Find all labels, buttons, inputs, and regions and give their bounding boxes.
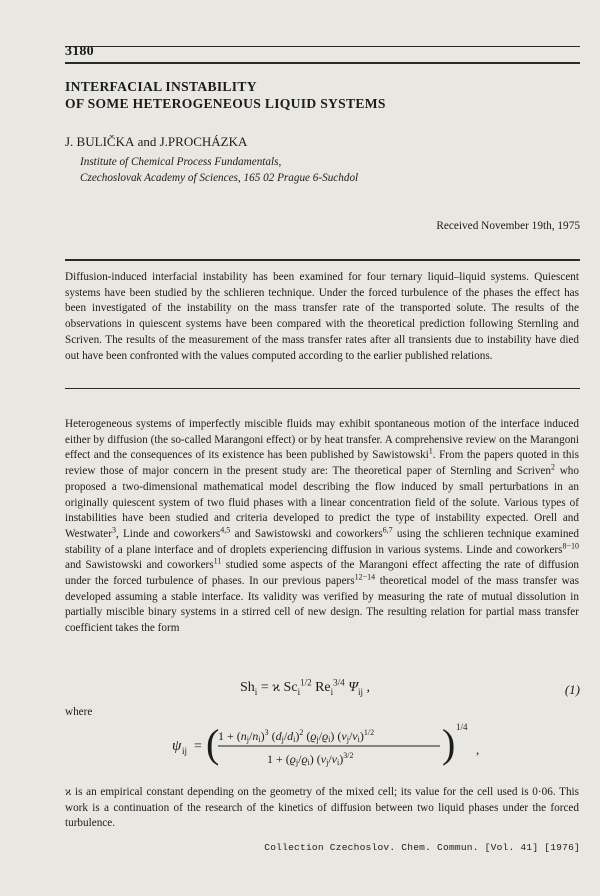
ref-1: 1: [428, 446, 433, 456]
body-text: [65, 417, 579, 637]
svg-text:(: (: [206, 721, 220, 766]
author-conjunction: and: [134, 134, 160, 149]
svg-text:,: ,: [476, 742, 480, 757]
authors: [65, 134, 247, 150]
svg-text:ψ: ψ: [172, 738, 182, 754]
ref-4-5: 4,5: [220, 525, 231, 535]
title-line-1: INTERFACIAL INSTABILITY: [65, 79, 257, 94]
paragraph-2: ϰ is an empirical constant depending on the geometry of the mixed cell; its value for the cell used is 0·06. This work is a continuation of the research of the kinetics of diffusion between two liquid phases under the forced turbulence.: [65, 786, 579, 830]
equation-1: $Sh_i = ϰ$ $Sc_i^{1/2}$ $Re_i^{3/4}$ $\Psi_{ij}$ ,: [240, 677, 371, 697]
author-2-name: ROCHÁZKA: [175, 134, 248, 149]
header-rule-top: [65, 46, 580, 47]
svg-text:): ): [442, 721, 456, 766]
svg-text:1 + (nj/ni)3 (dj/di)2 (ϱj/ϱi): $1 + (nj/ni)^3$ $(dj/di)^2$ (ϱj/ϱi) $(\nu j/\nu i)^{1/2}$: [218, 728, 375, 744]
article-title: [65, 78, 565, 112]
ref-12-14: 12−14: [354, 572, 376, 582]
ref-3: 3: [111, 525, 116, 535]
svg-text:ij: ij: [182, 746, 188, 756]
svg-text:=: =: [194, 739, 202, 754]
equation-1-number: (1): [564, 682, 580, 697]
svg-text:1/4: 1/4: [456, 722, 468, 732]
equation-2: [172, 716, 502, 776]
paragraph-1: Heterogeneous systems of imperfectly miscible fluids may exhibit spontaneous motion of the interface induced either by diffusion (the so-called Marangoni effect) or by heat transfer. A comprehensive review on the Marangoni effect and the consequences of its existence has been published by Sawistowski$^1$. From the papers quoted in this review those of major concern in the present study are: The theoretical paper of Sternling and Scriven$^2$ who proposed a two-dimensional mathematical model describing the flow induced by small perturbations in an originally quiescent system of two fluid phases with a linear concentration field of the solute. Various types of instabilities have been studied and criteria developed to predict the type of instability expected. Orell and Westwater$^3$, Linde and coworkers$^{4,5}$ and Sawistowski and coworkers$^{6,7}$ using the schlieren technique examined stability of a plane interface and of droplets experiencing diffusion in various systems. Linde and coworkers$^{8-10}$ and Sawistowski and coworkers$^{11}$ studied some aspects of the Marangoni effect affecting the rate of diffusion under the forced turbulence of phases. In our previous papers$^{12-14}$ theoretical model of the mass transfer was developed assuming a stable interface. Its validity was verified by measuring the rate of mutual dissolution in partially miscible binary systems in a stirred cell of new design. The resulting relation for partial mass transfer coefficient takes the form: [65, 418, 580, 635]
author-1-initial: J. B: [65, 134, 86, 149]
svg-text:1 + (ϱj/ϱi) (νj/νi)3/2: 1 + (ϱj/ϱi) $(\nu j/\nu i)^{3/2}$: [267, 751, 354, 767]
author-1-name: ULIČKA: [85, 134, 135, 149]
ref-2: 2: [551, 462, 555, 472]
abstract-rule-bottom: [65, 388, 580, 389]
received-date: Received November 19th, 1975: [436, 220, 580, 232]
header-rule-bottom: [65, 62, 580, 64]
abstract: Diffusion-induced interfacial instability has been examined for four ternary liquid–liquid systems. Quiescent systems have been studied by the schlieren technique. Under the forced turbulence of the phases the effect has been investigated of the instability on the mass transfer rate of the transported solute. The results of the observations in quiescent systems have been compared with the theoretical prediction following Sternling and Scriven. The results of the measurement of the mass transfer rates after all transients due to instability have died out have been confronted with the values computed according to the earlier published relations.: [65, 271, 579, 362]
page-number: 3180: [65, 44, 94, 59]
ref-8-10: 8−10: [562, 540, 579, 550]
author-2-initial: J.P: [159, 134, 176, 149]
ref-6-7: 6,7: [382, 525, 393, 535]
title-line-2: OF SOME HETEROGENEOUS LIQUID SYSTEMS: [65, 96, 386, 111]
ref-11: 11: [213, 556, 222, 566]
journal-footer: Collection Czechoslov. Chem. Commun. [Vol. 41] [1976]: [264, 842, 580, 853]
affiliation: [80, 154, 560, 186]
where-label: where: [65, 706, 93, 718]
abstract-rule-top: [65, 259, 580, 261]
affiliation-line-1: Institute of Chemical Process Fundamentals,: [80, 156, 282, 168]
affiliation-line-2: Czechoslovak Academy of Sciences, 165 02 Prague 6-Suchdol: [80, 172, 359, 184]
